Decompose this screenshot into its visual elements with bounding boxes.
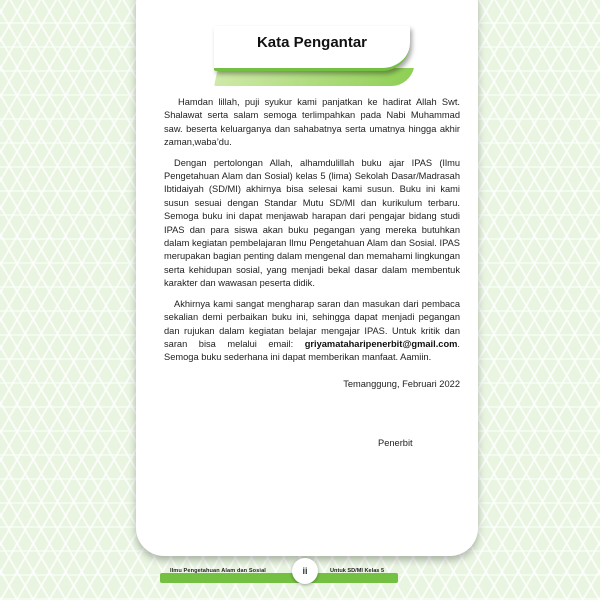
paragraph-3 [164, 298, 460, 365]
footer-grade: Untuk SD/MI Kelas 5 [330, 568, 385, 574]
paragraph-3-end: . Semoga buku sederhana ini dapat memberikan manfaat. Aamiin. [164, 338, 460, 363]
paragraph-2: Dengan pertolongan Allah, alhamdulillah buku ajar IPAS (Ilmu Pengetahuan Alam dan Sosial) kelas 5 (lima) Sekolah Dasar/Madrasah Ibtidaiyah (SD/MI) akhirnya bisa selesai kami susun. Buku ini kami susun sesuai dengan Standar Mutu SD/MI dan kurikulum terbaru. Semoga buku ini dapat menjawab harapan dari pengajar bidang studi IPAS dan para siswa akan buku pegangan yang mereka butuhkan dalam kegiatan pembelajaran Ilmu Pengetahuan Alam dan Sosial. IPAS merupakan bagian penting dalam mengenal dan memahami lingkungan serta kehidupan sosial, yang menjadi bekal dasar dalam membentuk karakter dan wawasan peserta didik. [164, 157, 460, 289]
foreword-body [164, 96, 460, 391]
paragraph-3-text: Akhirnya kami sangat mengharap saran dan masukan dari pembaca sekalian demi perbaikan buku ini, sehingga dapat menjadi pegangan dan rujukan dalam kegiatan belajar mengajar IPAS. Untuk kritik dan saran bisa melalui email: [164, 298, 460, 349]
footer-book-title: Ilmu Pengetahuan Alam dan Sosial [170, 568, 266, 574]
title-banner [212, 24, 422, 94]
paragraph-1: Hamdan lillah, puji syukur kami panjatkan ke hadirat Allah Swt. Shalawat serta salam semoga terlimpahkan pada Nabi Muhammad saw. beserta keluarganya dan sahabatnya serta umatnya hingga akhir zaman,waba’du. [164, 97, 460, 148]
page-title: Kata Pengantar [256, 34, 368, 51]
page-number: ii [292, 558, 318, 584]
email-address: griyamataharipenerbit@gmail.com [304, 338, 458, 349]
place-date: Temanggung, Februari 2022 [343, 378, 460, 389]
footer-bar [160, 573, 398, 583]
signer: Penerbit [378, 438, 413, 448]
